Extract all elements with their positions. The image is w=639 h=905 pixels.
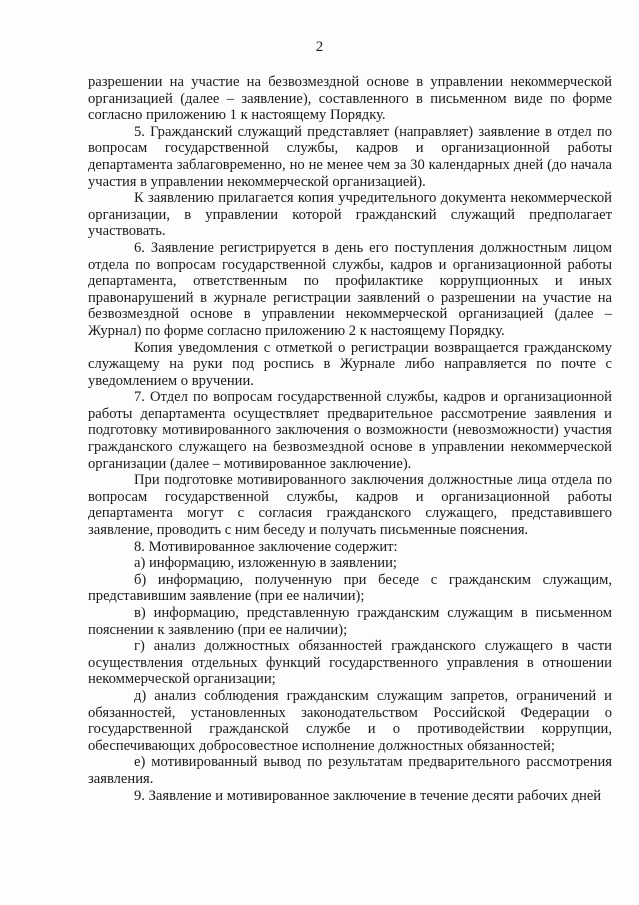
document-paragraph: е) мотивированный вывод по результатам предварительного рассмотрения заявления. [88, 754, 612, 787]
document-paragraph: в) информацию, представленную гражданским служащим в письменном пояснении к заявлению (при ее наличии); [88, 605, 612, 638]
document-paragraph: разрешении на участие на безвозмездной основе в управлении некоммерческой организацией (далее – заявление), составленного в письменном виде по форме согласно приложению 1 к настоящему Порядку. [88, 74, 612, 124]
document-paragraph: 5. Гражданский служащий представляет (направляет) заявление в отдел по вопросам государственной службы, кадров и организационной работы департамента заблаговременно, но не менее чем за 30 календарных дней (до начала участия в управлении некоммерческой организацией). [88, 123, 612, 190]
page-number: 2 [315, 39, 324, 55]
document-paragraph: г) анализ должностных обязанностей гражданского служащего в части осуществления отдельных функций государственного управления в отношении некоммерческой организации; [88, 638, 612, 688]
document-paragraph: Копия уведомления с отметкой о регистрации возвращается гражданскому служащему на руки под роспись в Журнале либо направляется по почте с уведомлением о вручении. [88, 339, 612, 389]
document-paragraph: При подготовке мотивированного заключения должностные лица отдела по вопросам государственной службы, кадров и организационной работы департамента могут с согласия гражданского служащего, представившего заявление, проводить с ним беседу и получать письменные пояснения. [88, 472, 612, 539]
document-paragraph: а) информацию, изложенную в заявлении; [134, 555, 397, 572]
document-paragraph: б) информацию, полученную при беседе с гражданским служащим, представившим заявление (при ее наличии); [88, 571, 612, 605]
document-paragraph: 7. Отдел по вопросам государственной службы, кадров и организационной работы департамента осуществляет предварительное рассмотрение заявления и подготовку мотивированного заключения о возможности (невозможности) участия гражданского служащего на безвозмездной основе в управлении некоммерческой организации (далее – мотивированное заключение). [88, 389, 612, 472]
document-paragraph: 9. Заявление и мотивированное заключение в течение десяти рабочих дней [134, 787, 602, 804]
document-paragraph: 8. Мотивированное заключение содержит: [134, 538, 398, 555]
document-paragraph: 6. Заявление регистрируется в день его поступления должностным лицом отдела по вопросам государственной службы, кадров и организационной работы департамента, ответственным по профилактике коррупционных и иных правонарушений в журнале регистрации заявлений о разрешении на участие на безвозмездной основе в управлении некоммерческой организацией (далее – Журнал) по форме согласно приложению 2 к настоящему Порядку. [88, 239, 612, 339]
document-body [88, 74, 612, 804]
document-paragraph: К заявлению прилагается копия учредительного документа некоммерческой организации, в управлении которой гражданский служащий предполагает участвовать. [88, 190, 612, 240]
document-paragraph: д) анализ соблюдения гражданским служащим запретов, ограничений и обязанностей, установленных законодательством Российской Федерации о государственной гражданской службе и о противодействии коррупции, обеспечивающих добросовестное исполнение должностных обязанностей; [88, 687, 612, 754]
